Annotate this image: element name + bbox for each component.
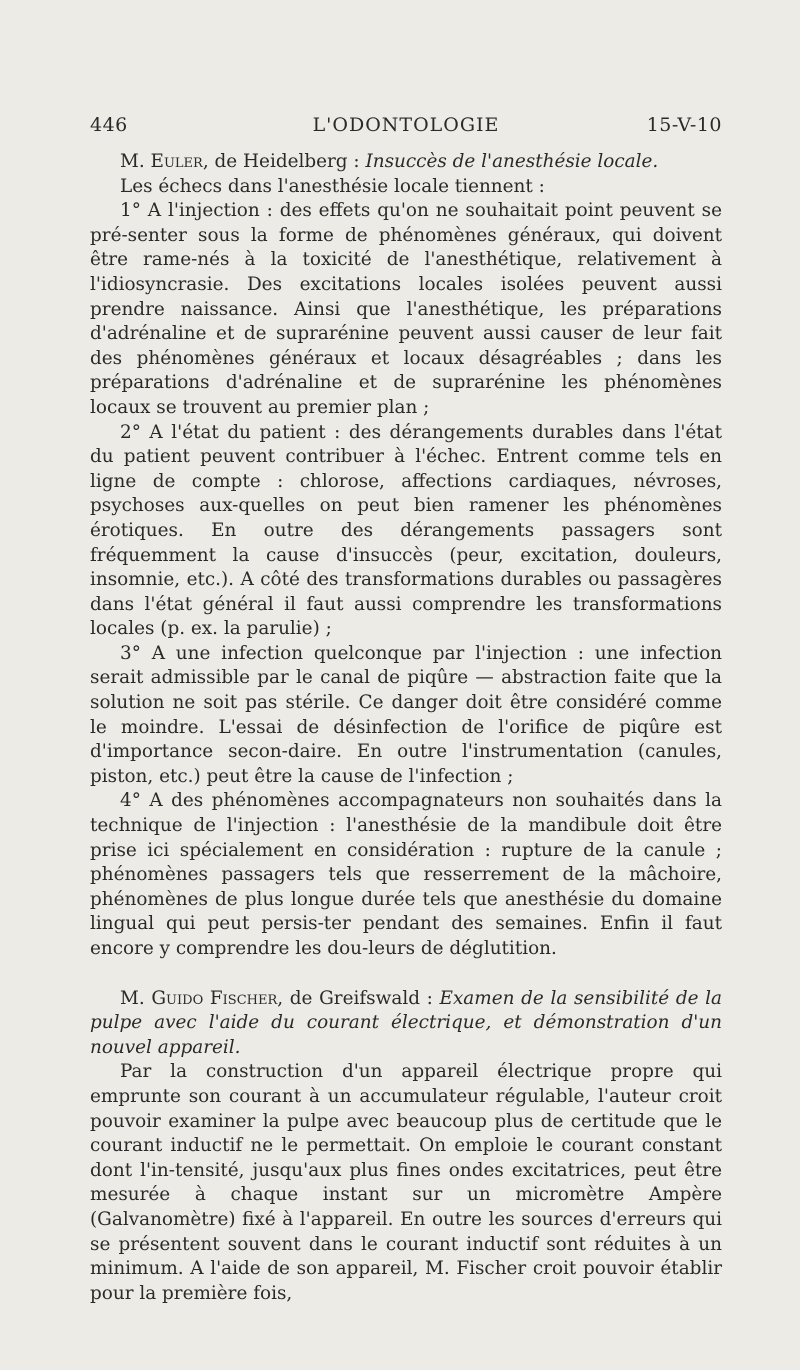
issue-date: 15-V-10 bbox=[646, 114, 722, 136]
section2-paragraph: Par la construction d'un appareil électrique propre qui emprunte son courant à un accumulateur régulable, l'auteur croit pouvoir examiner la pulpe avec beaucoup plus de certitude que le courant inductif ne le permettait. On emploie le courant constant dont l'in-tensité, jusqu'aux plus fines ondes excitatrices, peut être mesurée à chaque instant sur un micromètre Ampère (Galvanomètre) fixé à l'appareil. En outre les sources d'erreurs qui se présentent souvent dans le courant inductif sont réduites à un minimum. A l'aide de son appareil, M. Fischer croit pouvoir établir pour la première fois, bbox=[90, 1061, 722, 1304]
article-body bbox=[90, 150, 722, 1306]
section1-author-name: Euler bbox=[150, 151, 203, 172]
running-header bbox=[90, 114, 722, 140]
section2-author-prefix: M. bbox=[120, 987, 152, 1009]
section1-author-place: , de Heidelberg : bbox=[202, 151, 366, 172]
section1-item-4: 4° A des phénomènes accompagnateurs non souhaités dans la technique de l'injection : l'anesthésie de la mandibule doit être prise ici spécialement en considération : rupture de la canule ; phénomènes passagers tels que resserrement de la mâchoire, phénomènes de plus longue durée tels que anesthésie du domaine lingual qui peut persis-ter pendant des semaines. Enfin il faut encore y comprendre les dou-leurs de déglutition. bbox=[90, 790, 722, 959]
section2-heading bbox=[90, 987, 722, 1061]
section1-title: Insuccès de l'anesthésie locale. bbox=[365, 151, 659, 172]
section1-item-1: 1° A l'injection : des effets qu'on ne souhaitait point peuvent se pré-senter sous la forme de phénomènes généraux, qui doivent être rame-nés à la toxicité de l'anesthétique, relativement à l'idiosyncrasie. Des excitations locales isolées peuvent aussi prendre naissance. Ainsi que l'anesthétique, les préparations d'adrénaline et de suprarénine peuvent aussi causer de leur fait des phénomènes généraux et locaux désagréables ; dans les préparations d'adrénaline et de suprarénine les phénomènes locaux se trouvent au premier plan ; bbox=[90, 200, 722, 418]
journal-title: L'ODONTOLOGIE bbox=[312, 114, 500, 136]
section1-item-3: 3° A une infection quelconque par l'injection : une infection serait admissible par le canal de piqûre — abstraction faite que la solution ne soit pas stérile. Ce danger doit être considéré comme le moindre. L'essai de désinfection de l'orifice de piqûre est d'importance secon-daire. En outre l'instrumentation (canules, piston, etc.) peut être la cause de l'infection ; bbox=[90, 642, 722, 787]
section2-title: Examen de la sensibilité de la pulpe avec l'aide du courant électrique, et démonstration d'un nouvel appareil. bbox=[90, 987, 722, 1058]
section1-intro: Les échecs dans l'anesthésie locale tiennent : bbox=[120, 175, 545, 197]
section2-author-name: Guido Fischer bbox=[151, 987, 278, 1009]
section1-heading bbox=[90, 150, 722, 175]
page-number: 446 bbox=[90, 114, 128, 136]
section1-author-prefix: M. bbox=[120, 151, 151, 172]
section2-author-place: , de Greifswald : bbox=[277, 987, 440, 1009]
section1-item-2: 2° A l'état du patient : des dérangements durables dans l'état du patient peuvent contribuer à l'échec. Entrent comme tels en ligne de compte : chlorose, affections cardiaques, névroses, psychoses aux-quelles on peut bien ramener les phénomènes érotiques. En outre des dérangements passagers sont fréquemment la cause d'insuccès (peur, excitation, douleurs, insomnie, etc.). A côté des transformations durables ou passagères dans l'état général il faut aussi comprendre les transformations locales (p. ex. la parulie) ; bbox=[90, 421, 722, 640]
